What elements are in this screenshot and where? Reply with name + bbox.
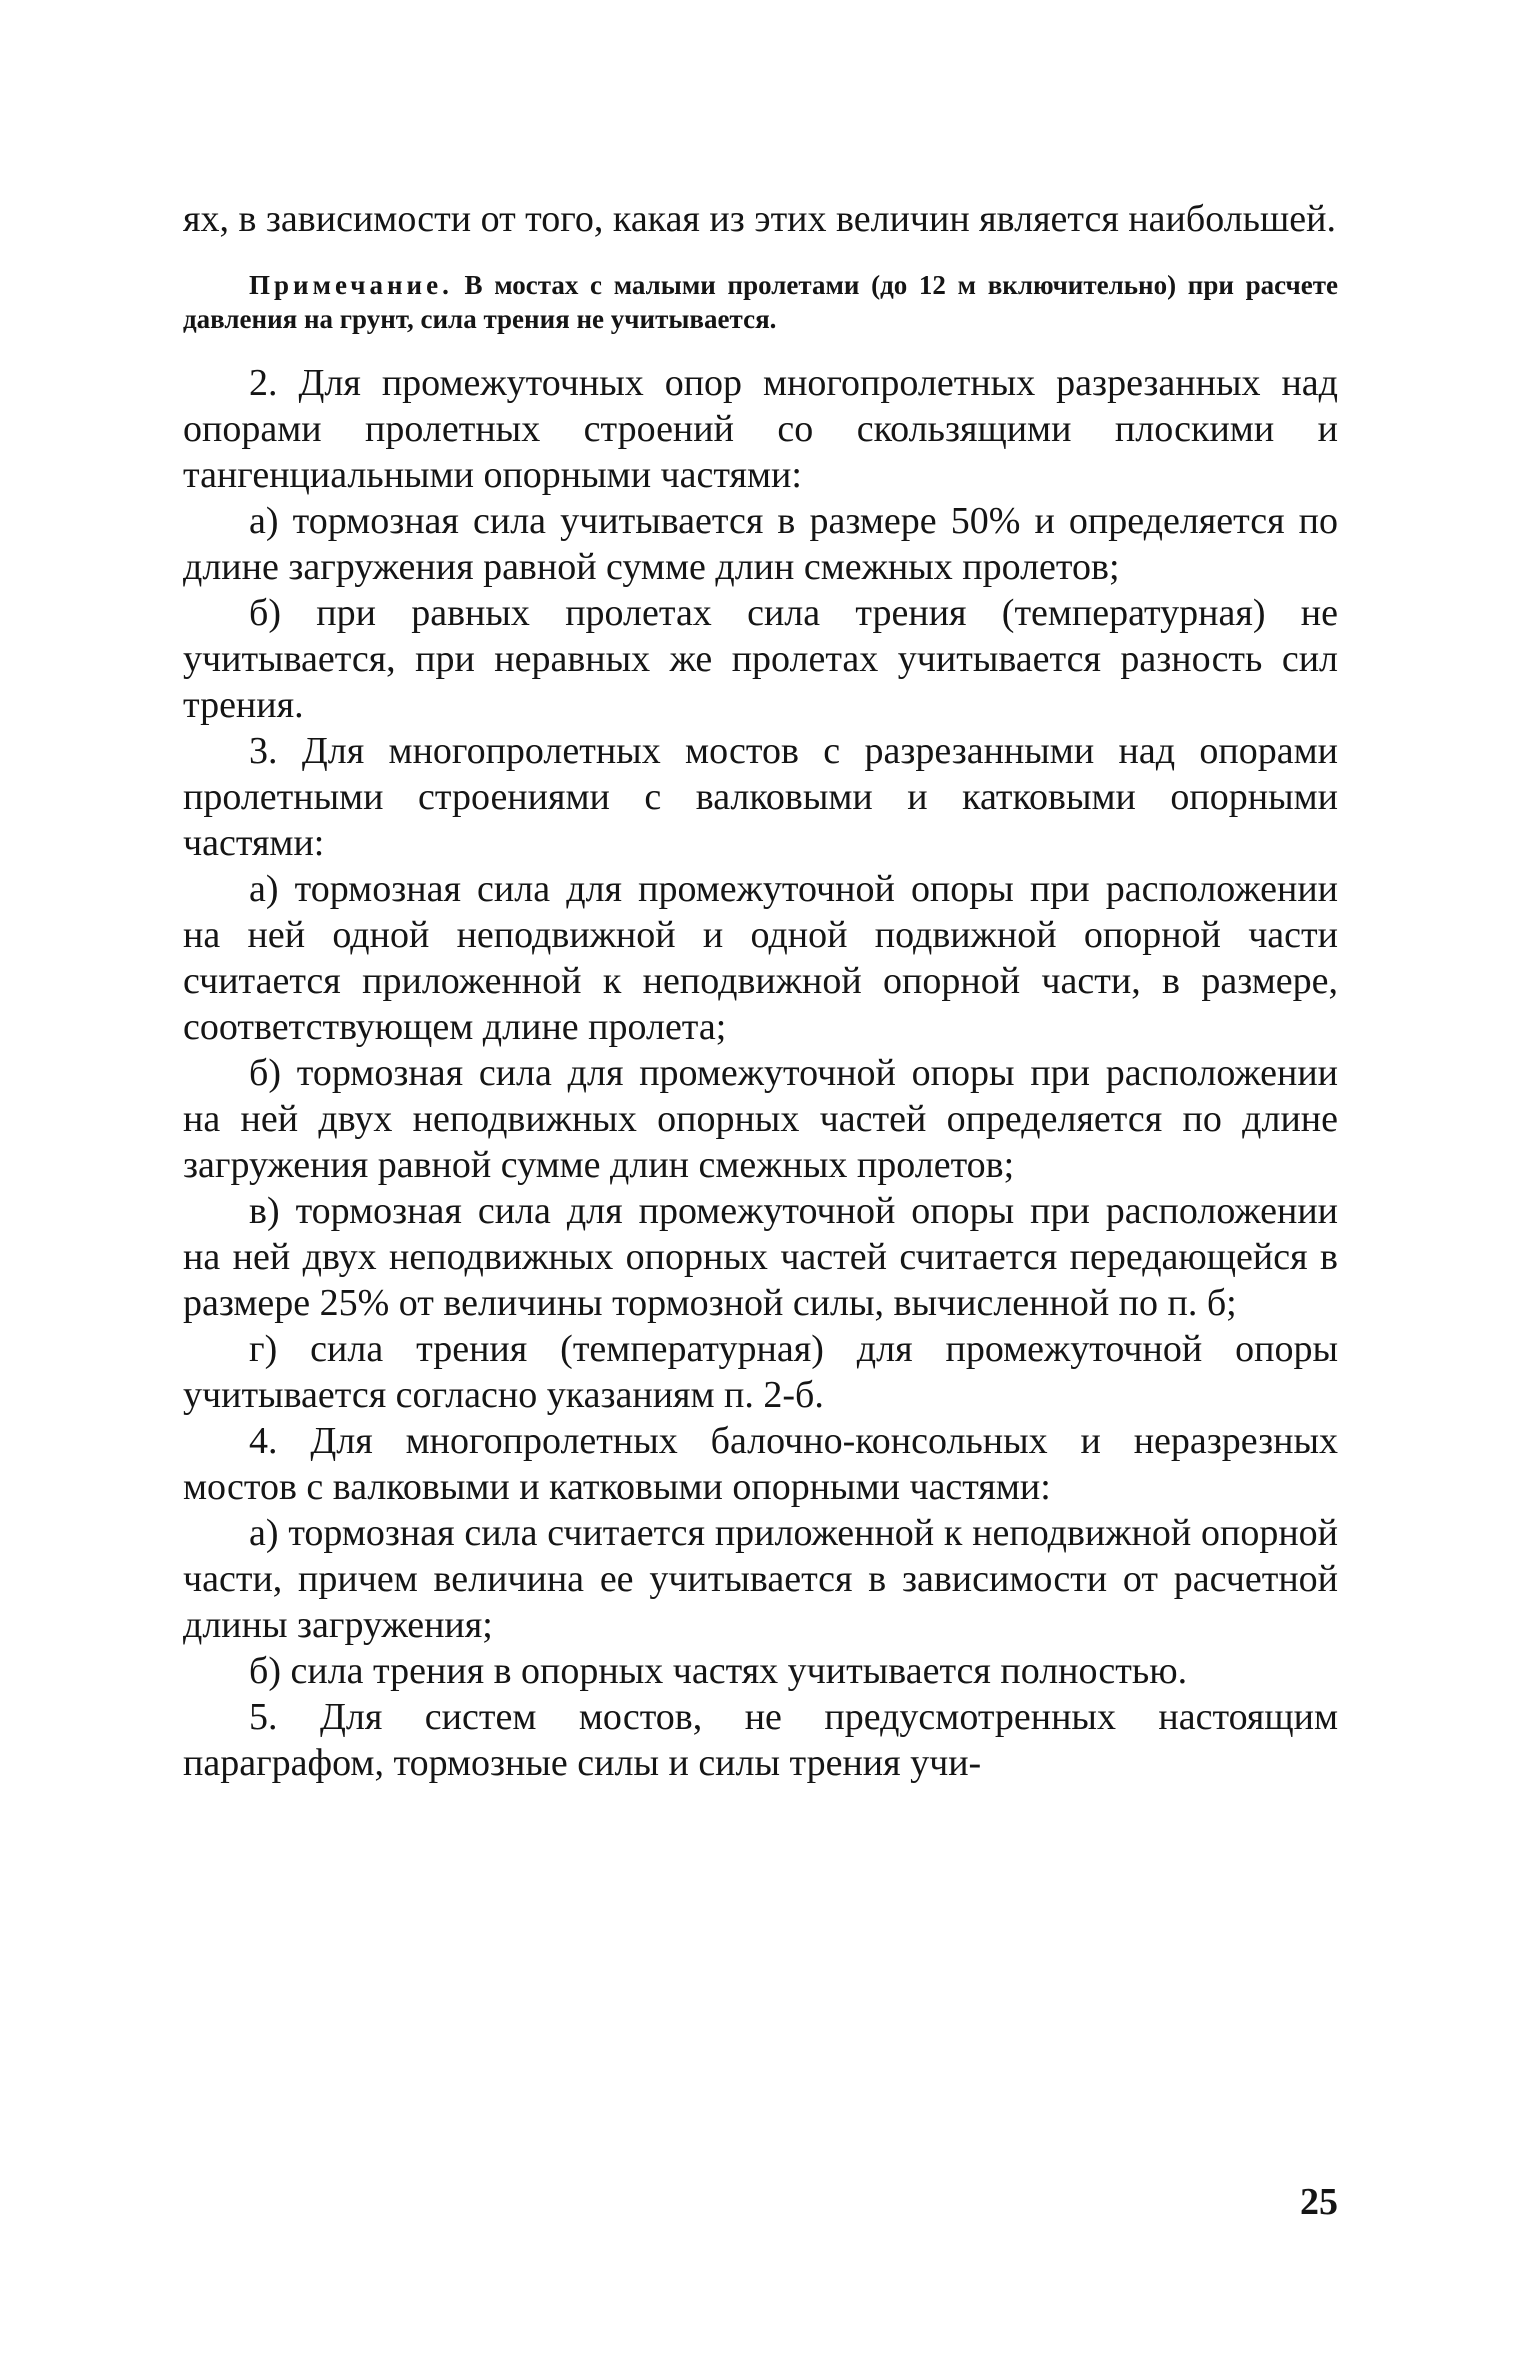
paragraph-5: 5. Для систем мостов, не предусмотренных настоящим параграфом, тормозные силы и силы трения учи- (183, 1696, 1338, 1784)
paragraph-3a: а) тормозная сила для промежуточной опоры при расположении на ней одной неподвижной и одной подвижной опорной части считается приложенной к неподвижной опорной части, в размере, соответствующем длине пролета; (183, 868, 1338, 1048)
page-number: 25 (1300, 2181, 1338, 2223)
paragraph-3g: г) сила трения (температурная) для промежуточной опоры учитывается согласно указаниям п. 2-б. (183, 1328, 1338, 1416)
page-body (183, 196, 1338, 1786)
paragraph-4b: б) сила трения в опорных частях учитывается полностью. (249, 1650, 1188, 1692)
continuation-text: ях, в зависимости от того, какая из этих величин является наибольшей. (183, 198, 1336, 240)
paragraph-4a: а) тормозная сила считается приложенной к неподвижной опорной части, причем величина ее учитывается в зависимости от расчетной длины загружения; (183, 1512, 1338, 1646)
note-text: В мостах с малыми пролетами (до 12 м включительно) при расчете давления на грунт, сила трения не учитывается. (183, 270, 1339, 334)
note (183, 268, 1338, 336)
paragraph-3b: б) тормозная сила для промежуточной опоры при расположении на ней двух неподвижных опорных частей определяется по длине загружения равной сумме длин смежных пролетов; (183, 1052, 1338, 1186)
paragraph-4: 4. Для многопролетных балочно-консольных и неразрезных мостов с валковыми и катковыми опорными частями: (183, 1420, 1338, 1508)
paragraph-2b: б) при равных пролетах сила трения (температурная) не учитывается, при неравных же пролетах учитывается разность сил трения. (183, 592, 1338, 726)
paragraph-3: 3. Для многопролетных мостов с разрезанными над опорами пролетными строениями с валковыми и катковыми опорными частями: (183, 730, 1338, 864)
paragraph-2a: а) тормозная сила учитывается в размере 50% и определяется по длине загружения равной сумме длин смежных пролетов; (183, 500, 1338, 588)
paragraph-2: 2. Для промежуточных опор многопролетных разрезанных над опорами пролетных строений со скользящими плоскими и тангенциальными опорными частями: (183, 362, 1338, 496)
note-label: Примечание. (249, 270, 453, 300)
paragraph-3v: в) тормозная сила для промежуточной опоры при расположении на ней двух неподвижных опорных частей считается передающейся в размере 25% от величины тормозной силы, вычисленной по п. б; (183, 1190, 1338, 1324)
